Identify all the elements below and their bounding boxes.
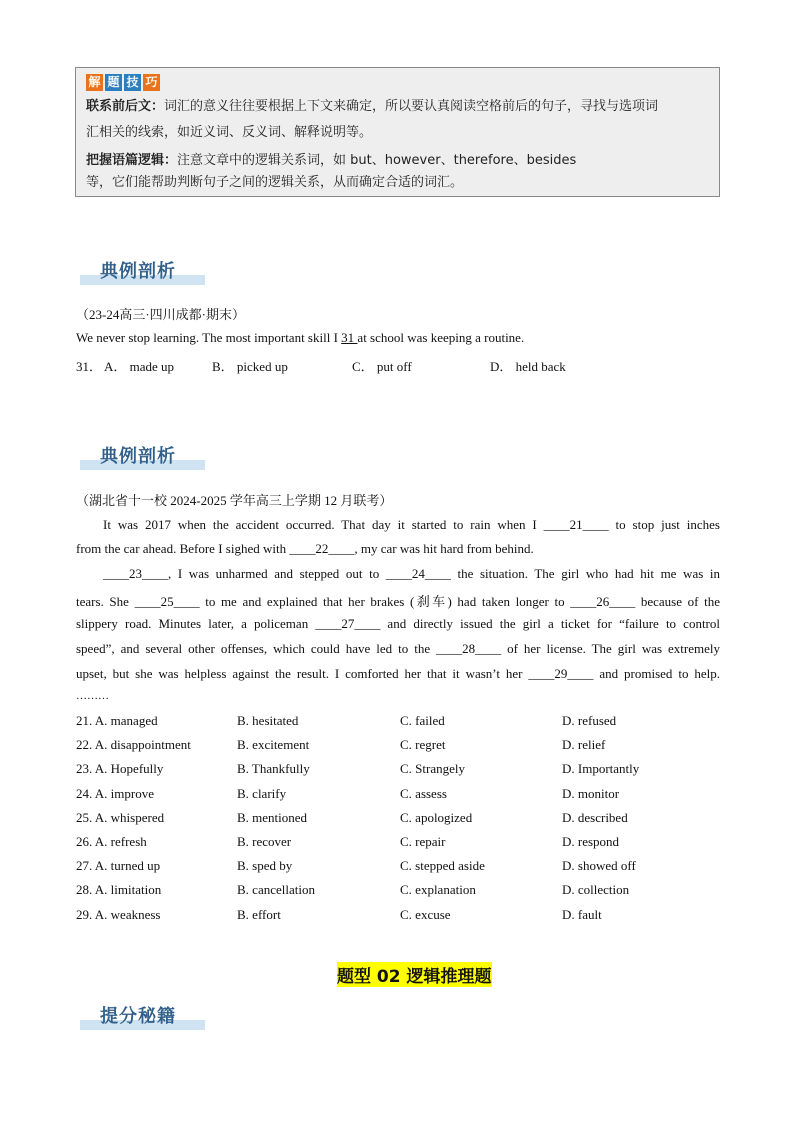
badge-ji: 技 [124, 74, 141, 91]
tip-label-1: 联系前后文： [86, 99, 165, 114]
passage-line-1: It was 2017 when the accident occurred. That day it started to rain when I ____21____ to stop just inches [103, 517, 720, 532]
passage-line-7: upset, but she was helpless against the result. I comforted her that it wasn’t her ____29____ and promised to help. [76, 666, 720, 681]
q31-option-b: B． picked up [212, 359, 288, 374]
question-type-title: 题型 02 逻辑推理题 [337, 962, 492, 987]
q31-option-d: D． held back [490, 359, 566, 374]
passage-line-5: slippery road. Minutes later, a policeman ____27____ and directly issued the girl a ticket for “failure to control [76, 616, 720, 631]
q27-option-a: 27. A. turned up [76, 858, 161, 874]
q23-option-a: 23. A. Hopefully [76, 761, 164, 777]
section-heading-tips [80, 1002, 205, 1030]
q25-option-d: D. described [562, 809, 628, 825]
q31-option-c: C． put off [352, 359, 412, 374]
example-2-source: （湖北省十一校 2024-2025 学年高三上学期 12 月联考） [76, 493, 393, 508]
q22-option-a: 22. A. disappointment [76, 737, 191, 753]
q21-option-d: D. refused [562, 713, 617, 728]
example-1-source: （23-24高三·四川成都·期末） [76, 307, 245, 322]
tip-line-3 [86, 149, 576, 168]
q25-option-a: 25. A. whispered [76, 809, 165, 825]
example-1-sentence [76, 330, 524, 346]
q26-option-a: 26. A. refresh [76, 834, 147, 849]
heading-text: 典例剖析 [100, 261, 176, 282]
q31-number: 31． [76, 359, 103, 374]
q21-option-a: 21. A. managed [76, 713, 158, 728]
tip-line-1 [86, 95, 658, 114]
passage-line-4: tears. She ____25____ to me and explained that her brakes (刹车) had taken longer to ____26____ because of the [76, 594, 720, 609]
q28-option-a: 28. A. limitation [76, 882, 162, 898]
tip-text-3: 注意文章中的逻辑关系词，如 but、however、therefore、besides [177, 153, 577, 168]
tip-line-2: 汇相关的线索，如近义词、反义词、解释说明等。 [86, 125, 373, 140]
q23-option-d: D. Importantly [562, 761, 640, 777]
passage-line-2: from the car ahead. Before I sighed with ____22____, my car was hit hard from behind. [76, 541, 534, 556]
q28-option-d: D. collection [562, 882, 630, 898]
q26-option-d: D. respond [562, 834, 620, 849]
tip-badges [86, 74, 160, 91]
blank-31: 31 [341, 330, 358, 345]
q27-option-c: C. stepped aside [400, 858, 485, 874]
q23-option-c: C. Strangely [400, 761, 465, 777]
passage-line-3: ____23____, I was unharmed and stepped out to ____24____ the situation. The girl who had hit me was in [103, 566, 720, 581]
q26-option-b: B. recover [237, 834, 292, 849]
q29-option-a: 29. A. weakness [76, 906, 161, 922]
q23-option-b: B. Thankfully [237, 761, 310, 777]
q24-option-c: C. assess [400, 785, 447, 801]
q21-option-c: C. failed [400, 713, 445, 728]
q22-option-d: D. relief [562, 737, 606, 753]
q28-option-b: B. cancellation [237, 882, 315, 898]
q27-option-b: B. sped by [237, 858, 293, 874]
q24-option-b: B. clarify [237, 785, 287, 801]
heading-text: 提分秘籍 [100, 1006, 176, 1027]
passage-line-6: speed”, and several other offenses, which could have led to the ____28____ of her license. The girl was extremely [76, 641, 720, 656]
tip-label-3: 把握语篇逻辑： [86, 153, 178, 168]
section-heading-example-1 [80, 257, 205, 285]
heading-text: 典例剖析 [100, 446, 176, 467]
q24-option-d: D. monitor [562, 785, 620, 801]
q27-option-d: D. showed off [562, 858, 636, 874]
sentence-part-1: We never stop learning. The most important skill I [76, 330, 342, 345]
q25-option-c: C. apologized [400, 809, 473, 825]
q22-option-c: C. regret [400, 737, 446, 753]
q29-option-d: D. fault [562, 906, 602, 922]
tip-text-1: 词汇的意义往往要根据上下文来确定，所以要认真阅读空格前后的句子，寻找与选项词 [164, 99, 659, 114]
section-heading-example-2 [80, 442, 205, 470]
q29-option-b: B. effort [237, 906, 281, 922]
q21-option-b: B. hesitated [237, 713, 299, 728]
badge-jie: 解 [86, 74, 103, 91]
sentence-part-2: at school was keeping a routine. [357, 330, 525, 345]
q26-option-c: C. repair [400, 834, 446, 849]
tip-line-4: 等，它们能帮助判断句子之间的逻辑关系，从而确定合适的词汇。 [86, 175, 464, 190]
badge-qiao: 巧 [143, 74, 160, 91]
q31-option-a: A． made up [104, 359, 175, 374]
q25-option-b: B. mentioned [237, 809, 308, 825]
tip-box [75, 67, 720, 197]
badge-ti: 题 [105, 74, 122, 91]
q22-option-b: B. excitement [237, 737, 310, 753]
passage-ellipsis: ……… [76, 690, 109, 702]
q29-option-c: C. excuse [400, 906, 451, 922]
q28-option-c: C. explanation [400, 882, 476, 898]
q24-option-a: 24. A. improve [76, 785, 154, 801]
